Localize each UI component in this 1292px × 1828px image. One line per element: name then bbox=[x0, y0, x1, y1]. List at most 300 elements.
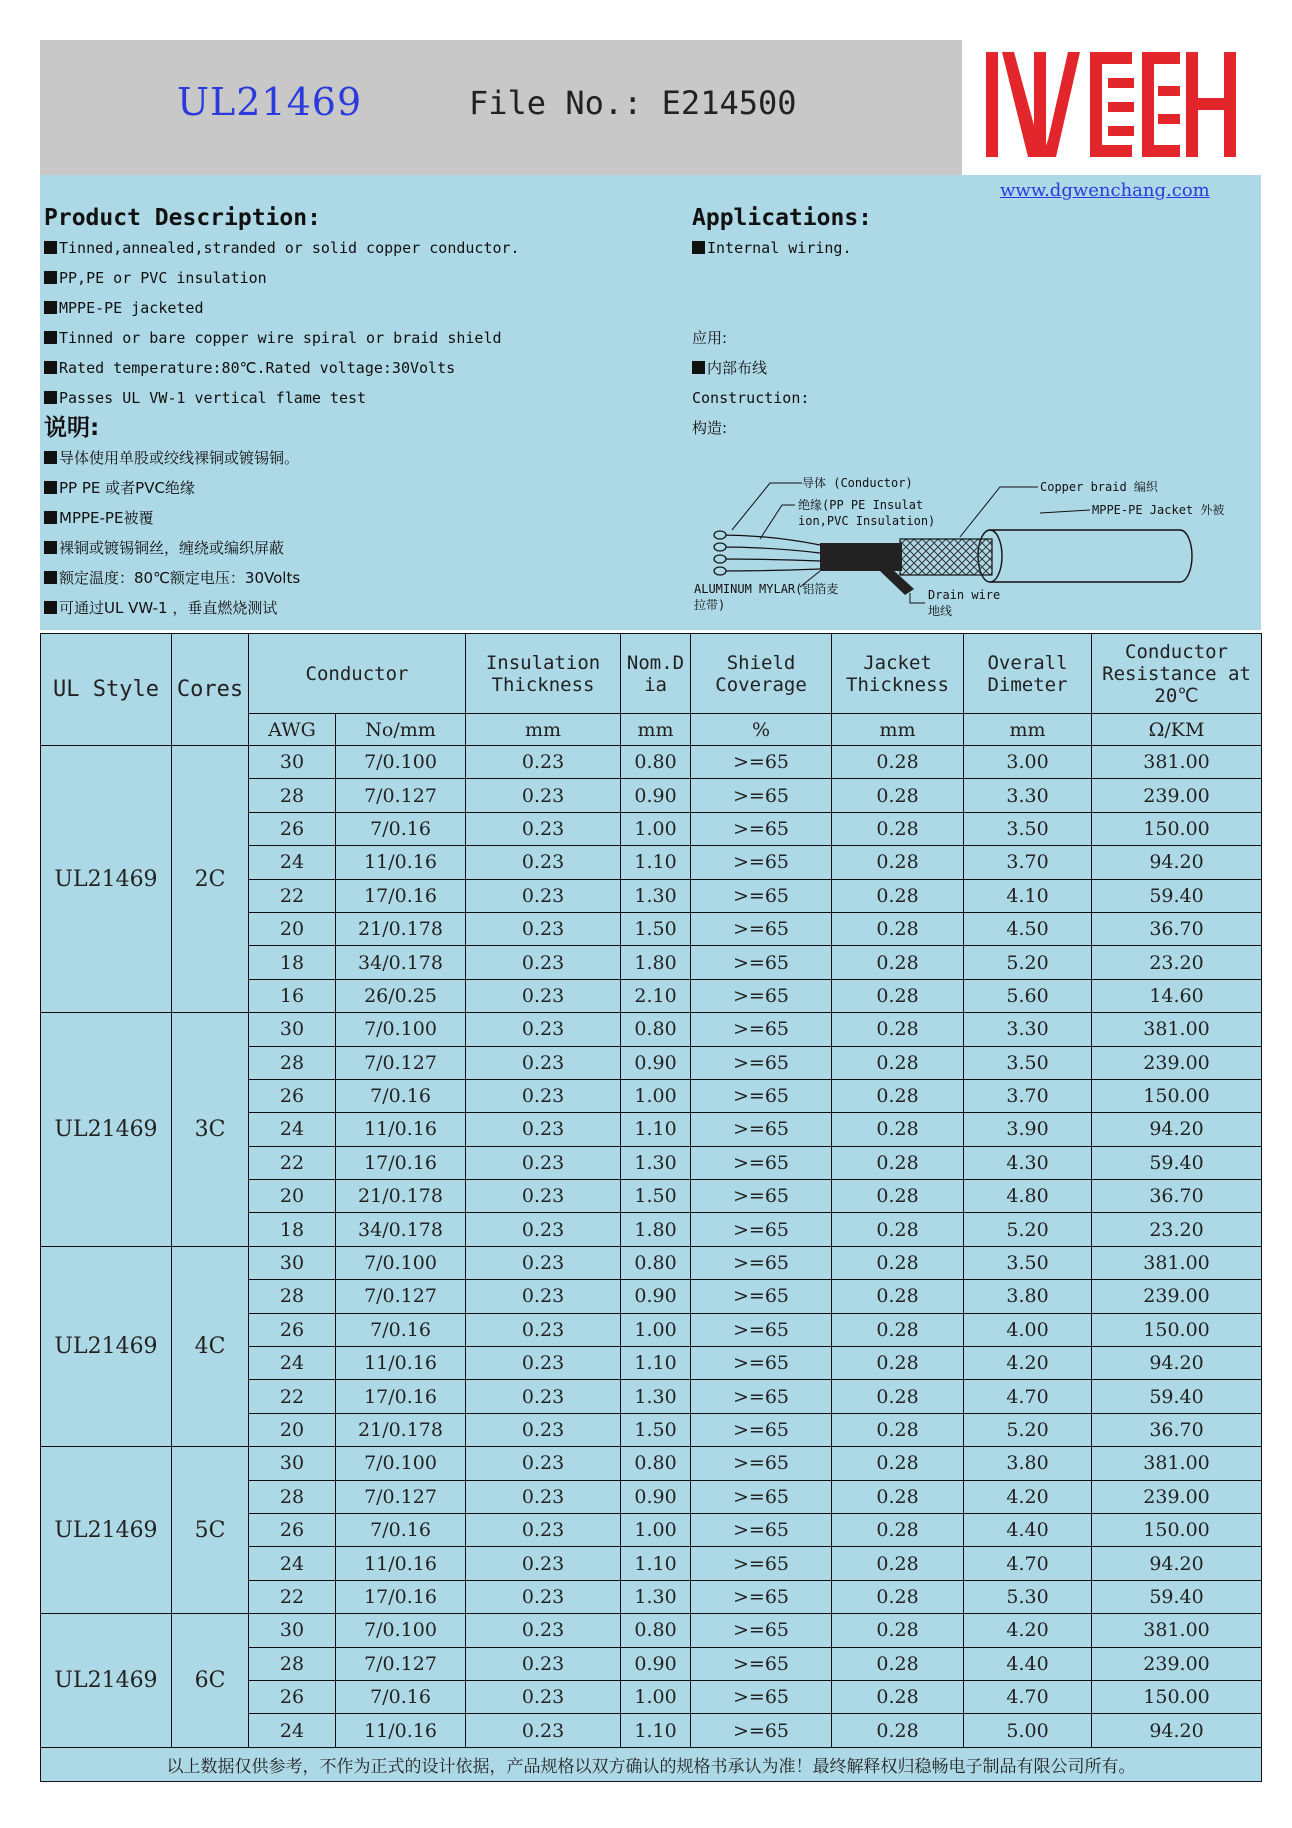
cell-nom-dia: 2.10 bbox=[621, 979, 691, 1012]
table-row bbox=[41, 1447, 1262, 1480]
description-item: Tinned,annealed,stranded or solid copper conductor. bbox=[44, 233, 684, 263]
cell-no-mm: 34/0.178 bbox=[336, 1213, 466, 1246]
description-cn-item: 额定温度：80℃额定电压：30Volts bbox=[44, 563, 684, 593]
cell-insulation: 0.23 bbox=[466, 1180, 621, 1213]
cell-awg: 24 bbox=[249, 1547, 336, 1580]
cell-no-mm: 11/0.16 bbox=[336, 1347, 466, 1380]
cell-insulation: 0.23 bbox=[466, 1146, 621, 1179]
cell-insulation: 0.23 bbox=[466, 1013, 621, 1046]
cell-nom-dia: 0.90 bbox=[621, 779, 691, 812]
cell-insulation: 0.23 bbox=[466, 1580, 621, 1613]
cell-nom-dia: 0.90 bbox=[621, 1046, 691, 1079]
cell-jacket: 0.28 bbox=[832, 746, 964, 779]
bullet-square-icon bbox=[44, 451, 57, 464]
cell-resistance: 36.70 bbox=[1092, 912, 1262, 945]
cell-resistance: 150.00 bbox=[1092, 1079, 1262, 1112]
unit-insulation: mm bbox=[466, 714, 621, 746]
cell-resistance: 239.00 bbox=[1092, 1647, 1262, 1680]
bullet-square-icon bbox=[692, 241, 705, 254]
cell-nom-dia: 1.50 bbox=[621, 1180, 691, 1213]
cell-cores: 5C bbox=[172, 1447, 249, 1614]
bullet-square-icon bbox=[44, 301, 57, 314]
cell-overall: 4.30 bbox=[964, 1146, 1092, 1179]
description-item: Rated temperature:80℃.Rated voltage:30Volts bbox=[44, 353, 684, 383]
cell-awg: 24 bbox=[249, 1347, 336, 1380]
header-cores: Cores bbox=[172, 634, 249, 746]
cell-ul-style: UL21469 bbox=[41, 1614, 172, 1748]
jacket-outline bbox=[990, 530, 1192, 582]
cell-ul-style: UL21469 bbox=[41, 746, 172, 1013]
header-shield: Shield Coverage bbox=[691, 634, 832, 714]
cell-jacket: 0.28 bbox=[832, 1447, 964, 1480]
unit-resistance: Ω/KM bbox=[1092, 714, 1262, 746]
cell-jacket: 0.28 bbox=[832, 1380, 964, 1413]
table-row bbox=[41, 1013, 1262, 1046]
cell-overall: 4.50 bbox=[964, 912, 1092, 945]
cell-awg: 20 bbox=[249, 1413, 336, 1446]
cell-awg: 28 bbox=[249, 779, 336, 812]
cell-nom-dia: 1.10 bbox=[621, 1113, 691, 1146]
cell-resistance: 36.70 bbox=[1092, 1180, 1262, 1213]
description-cn-item: 裸铜或镀锡铜丝，缠绕或编织屏蔽 bbox=[44, 533, 684, 563]
cell-resistance: 36.70 bbox=[1092, 1413, 1262, 1446]
cell-nom-dia: 1.10 bbox=[621, 846, 691, 879]
applications-cn-label: 应用: bbox=[692, 329, 728, 347]
cell-shield: >=65 bbox=[691, 1046, 832, 1079]
cell-resistance: 94.20 bbox=[1092, 1113, 1262, 1146]
cell-shield: >=65 bbox=[691, 1380, 832, 1413]
cell-resistance: 381.00 bbox=[1092, 1447, 1262, 1480]
bullet-square-icon bbox=[44, 391, 57, 404]
cell-awg: 26 bbox=[249, 1079, 336, 1112]
wch-logo-icon bbox=[982, 40, 1240, 173]
table-row bbox=[41, 1614, 1262, 1647]
cell-shield: >=65 bbox=[691, 1513, 832, 1546]
cell-nom-dia: 0.80 bbox=[621, 746, 691, 779]
cell-awg: 28 bbox=[249, 1480, 336, 1513]
cell-awg: 26 bbox=[249, 1680, 336, 1713]
cell-no-mm: 7/0.127 bbox=[336, 779, 466, 812]
description-item: PP,PE or PVC insulation bbox=[44, 263, 684, 293]
header-band bbox=[40, 40, 962, 175]
cell-shield: >=65 bbox=[691, 1113, 832, 1146]
cell-overall: 3.90 bbox=[964, 1113, 1092, 1146]
unit-awg: AWG bbox=[249, 714, 336, 746]
cell-jacket: 0.28 bbox=[832, 1013, 964, 1046]
cell-no-mm: 17/0.16 bbox=[336, 1380, 466, 1413]
cell-awg: 30 bbox=[249, 746, 336, 779]
cell-nom-dia: 1.10 bbox=[621, 1714, 691, 1747]
cell-no-mm: 21/0.178 bbox=[336, 912, 466, 945]
cell-no-mm: 7/0.16 bbox=[336, 812, 466, 845]
cell-no-mm: 7/0.16 bbox=[336, 1313, 466, 1346]
cell-insulation: 0.23 bbox=[466, 1113, 621, 1146]
cell-insulation: 0.23 bbox=[466, 746, 621, 779]
cell-resistance: 239.00 bbox=[1092, 1046, 1262, 1079]
cell-insulation: 0.23 bbox=[466, 1313, 621, 1346]
product-description bbox=[44, 203, 684, 623]
cell-resistance: 59.40 bbox=[1092, 1580, 1262, 1613]
cell-nom-dia: 0.80 bbox=[621, 1246, 691, 1279]
cell-no-mm: 17/0.16 bbox=[336, 1146, 466, 1179]
construction-label: Construction: bbox=[692, 389, 810, 407]
cell-shield: >=65 bbox=[691, 1714, 832, 1747]
cell-jacket: 0.28 bbox=[832, 1513, 964, 1546]
cell-nom-dia: 1.30 bbox=[621, 1380, 691, 1413]
bullet-square-icon bbox=[44, 601, 57, 614]
cell-ul-style: UL21469 bbox=[41, 1013, 172, 1247]
cell-jacket: 0.28 bbox=[832, 1280, 964, 1313]
cell-overall: 3.00 bbox=[964, 746, 1092, 779]
cell-overall: 4.80 bbox=[964, 1180, 1092, 1213]
header-nom-dia: Nom.D ia bbox=[621, 634, 691, 714]
cell-awg: 18 bbox=[249, 946, 336, 979]
cell-resistance: 381.00 bbox=[1092, 1246, 1262, 1279]
cell-nom-dia: 1.30 bbox=[621, 1146, 691, 1179]
cell-shield: >=65 bbox=[691, 779, 832, 812]
cell-shield: >=65 bbox=[691, 1480, 832, 1513]
unit-nomd: mm bbox=[621, 714, 691, 746]
description-cn-title: 说明: bbox=[44, 415, 100, 441]
description-cn-item: PP PE 或者PVC绝缘 bbox=[44, 473, 684, 503]
label-mylar: ALUMINUM MYLAR(铝箔麦 bbox=[694, 582, 839, 596]
cell-overall: 4.20 bbox=[964, 1614, 1092, 1647]
bullet-square-icon bbox=[44, 271, 57, 284]
cell-no-mm: 7/0.100 bbox=[336, 1246, 466, 1279]
header-overall: Overall Dimeter bbox=[964, 634, 1092, 714]
cell-overall: 5.60 bbox=[964, 979, 1092, 1012]
cell-resistance: 239.00 bbox=[1092, 1480, 1262, 1513]
cell-shield: >=65 bbox=[691, 1614, 832, 1647]
cell-insulation: 0.23 bbox=[466, 1246, 621, 1279]
bullet-square-icon bbox=[692, 361, 705, 374]
cell-shield: >=65 bbox=[691, 1146, 832, 1179]
header-insulation: Insulation Thickness bbox=[466, 634, 621, 714]
cell-jacket: 0.28 bbox=[832, 1680, 964, 1713]
cell-no-mm: 7/0.16 bbox=[336, 1079, 466, 1112]
cell-jacket: 0.28 bbox=[832, 1213, 964, 1246]
cell-shield: >=65 bbox=[691, 1013, 832, 1046]
cell-insulation: 0.23 bbox=[466, 879, 621, 912]
cell-nom-dia: 1.00 bbox=[621, 1680, 691, 1713]
cell-nom-dia: 0.80 bbox=[621, 1013, 691, 1046]
cell-shield: >=65 bbox=[691, 979, 832, 1012]
cell-overall: 4.70 bbox=[964, 1547, 1092, 1580]
header-conductor: Conductor bbox=[249, 634, 466, 714]
cell-shield: >=65 bbox=[691, 1680, 832, 1713]
cell-no-mm: 7/0.16 bbox=[336, 1680, 466, 1713]
cell-insulation: 0.23 bbox=[466, 1447, 621, 1480]
description-cn-item: MPPE-PE被覆 bbox=[44, 503, 684, 533]
cell-awg: 28 bbox=[249, 1280, 336, 1313]
cell-no-mm: 7/0.16 bbox=[336, 1513, 466, 1546]
cell-awg: 30 bbox=[249, 1614, 336, 1647]
cell-overall: 4.20 bbox=[964, 1347, 1092, 1380]
cell-cores: 3C bbox=[172, 1013, 249, 1247]
cell-no-mm: 11/0.16 bbox=[336, 1547, 466, 1580]
table-row bbox=[41, 1246, 1262, 1279]
cell-insulation: 0.23 bbox=[466, 1347, 621, 1380]
cell-overall: 5.30 bbox=[964, 1580, 1092, 1613]
cell-cores: 2C bbox=[172, 746, 249, 1013]
application-item: Internal wiring. bbox=[692, 233, 1252, 263]
applications bbox=[692, 203, 1252, 443]
cell-overall: 3.50 bbox=[964, 812, 1092, 845]
cell-no-mm: 11/0.16 bbox=[336, 1113, 466, 1146]
cell-awg: 30 bbox=[249, 1246, 336, 1279]
cell-no-mm: 34/0.178 bbox=[336, 946, 466, 979]
cell-nom-dia: 1.80 bbox=[621, 1213, 691, 1246]
cell-insulation: 0.23 bbox=[466, 1513, 621, 1546]
cell-cores: 4C bbox=[172, 1246, 249, 1446]
cell-no-mm: 7/0.100 bbox=[336, 1614, 466, 1647]
cell-insulation: 0.23 bbox=[466, 946, 621, 979]
unit-overall: mm bbox=[964, 714, 1092, 746]
bullet-square-icon bbox=[44, 361, 57, 374]
cell-resistance: 23.20 bbox=[1092, 1213, 1262, 1246]
cell-resistance: 59.40 bbox=[1092, 879, 1262, 912]
cell-jacket: 0.28 bbox=[832, 1313, 964, 1346]
cell-overall: 3.80 bbox=[964, 1280, 1092, 1313]
cell-shield: >=65 bbox=[691, 1447, 832, 1480]
cell-jacket: 0.28 bbox=[832, 1480, 964, 1513]
cell-jacket: 0.28 bbox=[832, 1647, 964, 1680]
cell-jacket: 0.28 bbox=[832, 879, 964, 912]
cell-nom-dia: 0.80 bbox=[621, 1614, 691, 1647]
label-insulation: ion,PVC Insulation) bbox=[798, 514, 936, 528]
cell-overall: 4.20 bbox=[964, 1480, 1092, 1513]
aluminum-mylar bbox=[820, 543, 902, 571]
unit-jacket: mm bbox=[832, 714, 964, 746]
cell-awg: 22 bbox=[249, 1380, 336, 1413]
cell-resistance: 381.00 bbox=[1092, 1614, 1262, 1647]
construction-cn-label: 构造: bbox=[692, 419, 728, 437]
cell-awg: 18 bbox=[249, 1213, 336, 1246]
cell-jacket: 0.28 bbox=[832, 812, 964, 845]
cell-insulation: 0.23 bbox=[466, 1480, 621, 1513]
cell-overall: 4.70 bbox=[964, 1680, 1092, 1713]
cell-awg: 28 bbox=[249, 1647, 336, 1680]
cell-ul-style: UL21469 bbox=[41, 1447, 172, 1614]
label-drain-wire: 地线 bbox=[928, 604, 953, 618]
cell-shield: >=65 bbox=[691, 879, 832, 912]
cell-awg: 20 bbox=[249, 1180, 336, 1213]
cell-overall: 3.50 bbox=[964, 1246, 1092, 1279]
cell-awg: 26 bbox=[249, 812, 336, 845]
cell-no-mm: 7/0.100 bbox=[336, 1013, 466, 1046]
bullet-square-icon bbox=[44, 241, 57, 254]
cell-resistance: 94.20 bbox=[1092, 846, 1262, 879]
cell-shield: >=65 bbox=[691, 1213, 832, 1246]
cell-insulation: 0.23 bbox=[466, 1547, 621, 1580]
cell-insulation: 0.23 bbox=[466, 1380, 621, 1413]
cell-awg: 16 bbox=[249, 979, 336, 1012]
cell-awg: 30 bbox=[249, 1447, 336, 1480]
cell-no-mm: 7/0.100 bbox=[336, 1447, 466, 1480]
cell-shield: >=65 bbox=[691, 1280, 832, 1313]
cell-resistance: 14.60 bbox=[1092, 979, 1262, 1012]
cell-nom-dia: 1.10 bbox=[621, 1347, 691, 1380]
cell-resistance: 59.40 bbox=[1092, 1380, 1262, 1413]
cell-awg: 22 bbox=[249, 879, 336, 912]
cell-no-mm: 17/0.16 bbox=[336, 1580, 466, 1613]
cell-no-mm: 21/0.178 bbox=[336, 1413, 466, 1446]
cell-overall: 3.50 bbox=[964, 1046, 1092, 1079]
cell-awg: 24 bbox=[249, 1113, 336, 1146]
description-panel bbox=[40, 175, 1261, 630]
label-insulation: 绝缘(PP PE Insulat bbox=[798, 498, 924, 512]
cell-cores: 6C bbox=[172, 1614, 249, 1748]
cell-no-mm: 11/0.16 bbox=[336, 846, 466, 879]
label-mylar: 拉带) bbox=[694, 598, 726, 612]
cell-insulation: 0.23 bbox=[466, 812, 621, 845]
cell-nom-dia: 0.90 bbox=[621, 1647, 691, 1680]
description-item: Passes UL VW-1 vertical flame test bbox=[44, 383, 684, 413]
cell-overall: 3.30 bbox=[964, 779, 1092, 812]
bullet-square-icon bbox=[44, 511, 57, 524]
cell-jacket: 0.28 bbox=[832, 1714, 964, 1747]
cell-overall: 4.00 bbox=[964, 1313, 1092, 1346]
cell-jacket: 0.28 bbox=[832, 1614, 964, 1647]
cell-awg: 22 bbox=[249, 1146, 336, 1179]
cell-jacket: 0.28 bbox=[832, 1347, 964, 1380]
spec-table-body bbox=[41, 746, 1262, 1748]
description-cn-item: 可通过UL VW-1 ，垂直燃烧测试 bbox=[44, 593, 684, 623]
cell-jacket: 0.28 bbox=[832, 979, 964, 1012]
model-title: UL21469 bbox=[177, 80, 363, 124]
cell-insulation: 0.23 bbox=[466, 1280, 621, 1313]
label-jacket: MPPE-PE Jacket 外被 bbox=[1092, 503, 1225, 517]
application-cn-item: 内部布线 bbox=[692, 353, 1252, 383]
cell-awg: 24 bbox=[249, 846, 336, 879]
cell-jacket: 0.28 bbox=[832, 1547, 964, 1580]
header-resistance: Conductor Resistance at 20℃ bbox=[1092, 634, 1262, 714]
cell-jacket: 0.28 bbox=[832, 1246, 964, 1279]
cell-shield: >=65 bbox=[691, 1246, 832, 1279]
cell-shield: >=65 bbox=[691, 912, 832, 945]
cell-resistance: 381.00 bbox=[1092, 746, 1262, 779]
cell-shield: >=65 bbox=[691, 1580, 832, 1613]
bullet-square-icon bbox=[44, 481, 57, 494]
cell-nom-dia: 1.00 bbox=[621, 1079, 691, 1112]
cell-awg: 26 bbox=[249, 1313, 336, 1346]
braid-shield bbox=[900, 539, 992, 575]
cell-nom-dia: 1.00 bbox=[621, 812, 691, 845]
cell-resistance: 150.00 bbox=[1092, 1313, 1262, 1346]
cell-resistance: 239.00 bbox=[1092, 779, 1262, 812]
cell-jacket: 0.28 bbox=[832, 1146, 964, 1179]
cell-resistance: 94.20 bbox=[1092, 1547, 1262, 1580]
cell-shield: >=65 bbox=[691, 946, 832, 979]
cell-nom-dia: 1.00 bbox=[621, 1513, 691, 1546]
cell-resistance: 59.40 bbox=[1092, 1146, 1262, 1179]
cell-overall: 3.30 bbox=[964, 1013, 1092, 1046]
cell-overall: 5.20 bbox=[964, 1413, 1092, 1446]
cell-no-mm: 11/0.16 bbox=[336, 1714, 466, 1747]
cell-insulation: 0.23 bbox=[466, 779, 621, 812]
cell-insulation: 0.23 bbox=[466, 979, 621, 1012]
cell-overall: 5.00 bbox=[964, 1714, 1092, 1747]
cell-no-mm: 7/0.127 bbox=[336, 1280, 466, 1313]
cell-overall: 4.10 bbox=[964, 879, 1092, 912]
file-number: File No.: E214500 bbox=[469, 84, 797, 122]
cell-no-mm: 7/0.127 bbox=[336, 1046, 466, 1079]
cell-resistance: 239.00 bbox=[1092, 1280, 1262, 1313]
cell-jacket: 0.28 bbox=[832, 1079, 964, 1112]
description-item: MPPE-PE jacketed bbox=[44, 293, 684, 323]
cell-jacket: 0.28 bbox=[832, 912, 964, 945]
description-item: Tinned or bare copper wire spiral or braid shield bbox=[44, 323, 684, 353]
cell-shield: >=65 bbox=[691, 1313, 832, 1346]
cell-insulation: 0.23 bbox=[466, 1413, 621, 1446]
spec-table bbox=[40, 633, 1262, 1782]
cell-insulation: 0.23 bbox=[466, 1213, 621, 1246]
bullet-square-icon bbox=[44, 541, 57, 554]
cell-overall: 3.70 bbox=[964, 846, 1092, 879]
cell-nom-dia: 1.30 bbox=[621, 879, 691, 912]
cell-nom-dia: 1.50 bbox=[621, 912, 691, 945]
cell-jacket: 0.28 bbox=[832, 946, 964, 979]
cell-overall: 3.80 bbox=[964, 1447, 1092, 1480]
label-drain-wire: Drain wire bbox=[928, 588, 1001, 602]
cell-insulation: 0.23 bbox=[466, 1647, 621, 1680]
applications-title: Applications: bbox=[692, 205, 873, 231]
cell-insulation: 0.23 bbox=[466, 1079, 621, 1112]
cell-shield: >=65 bbox=[691, 1547, 832, 1580]
cell-overall: 4.70 bbox=[964, 1380, 1092, 1413]
description-cn-item: 导体使用单股或绞线裸铜或镀锡铜。 bbox=[44, 443, 684, 473]
cell-no-mm: 7/0.127 bbox=[336, 1480, 466, 1513]
cell-no-mm: 21/0.178 bbox=[336, 1180, 466, 1213]
cell-resistance: 150.00 bbox=[1092, 812, 1262, 845]
unit-shield: % bbox=[691, 714, 832, 746]
unit-nomm: No/mm bbox=[336, 714, 466, 746]
cell-resistance: 381.00 bbox=[1092, 1013, 1262, 1046]
cell-nom-dia: 0.80 bbox=[621, 1447, 691, 1480]
cell-ul-style: UL21469 bbox=[41, 1246, 172, 1446]
cable-construction-diagram bbox=[690, 475, 1260, 635]
cell-resistance: 94.20 bbox=[1092, 1714, 1262, 1747]
cell-nom-dia: 1.80 bbox=[621, 946, 691, 979]
cell-overall: 5.20 bbox=[964, 946, 1092, 979]
cell-insulation: 0.23 bbox=[466, 1714, 621, 1747]
cell-awg: 22 bbox=[249, 1580, 336, 1613]
cell-insulation: 0.23 bbox=[466, 1046, 621, 1079]
cell-jacket: 0.28 bbox=[832, 1046, 964, 1079]
header-jacket: Jacket Thickness bbox=[832, 634, 964, 714]
cell-nom-dia: 1.30 bbox=[621, 1580, 691, 1613]
bullet-square-icon bbox=[44, 571, 57, 584]
cell-insulation: 0.23 bbox=[466, 912, 621, 945]
website-link[interactable]: www.dgwenchang.com bbox=[1000, 180, 1210, 201]
cell-resistance: 150.00 bbox=[1092, 1680, 1262, 1713]
cell-overall: 3.70 bbox=[964, 1079, 1092, 1112]
cell-resistance: 94.20 bbox=[1092, 1347, 1262, 1380]
cell-awg: 20 bbox=[249, 912, 336, 945]
bullet-square-icon bbox=[44, 331, 57, 344]
cell-nom-dia: 0.90 bbox=[621, 1280, 691, 1313]
cell-overall: 4.40 bbox=[964, 1647, 1092, 1680]
cell-shield: >=65 bbox=[691, 846, 832, 879]
label-braid: Copper braid 编织 bbox=[1040, 480, 1158, 494]
cell-jacket: 0.28 bbox=[832, 779, 964, 812]
cell-nom-dia: 1.50 bbox=[621, 1413, 691, 1446]
cell-jacket: 0.28 bbox=[832, 846, 964, 879]
table-row bbox=[41, 746, 1262, 779]
cell-jacket: 0.28 bbox=[832, 1180, 964, 1213]
cell-overall: 5.20 bbox=[964, 1213, 1092, 1246]
cell-insulation: 0.23 bbox=[466, 1614, 621, 1647]
